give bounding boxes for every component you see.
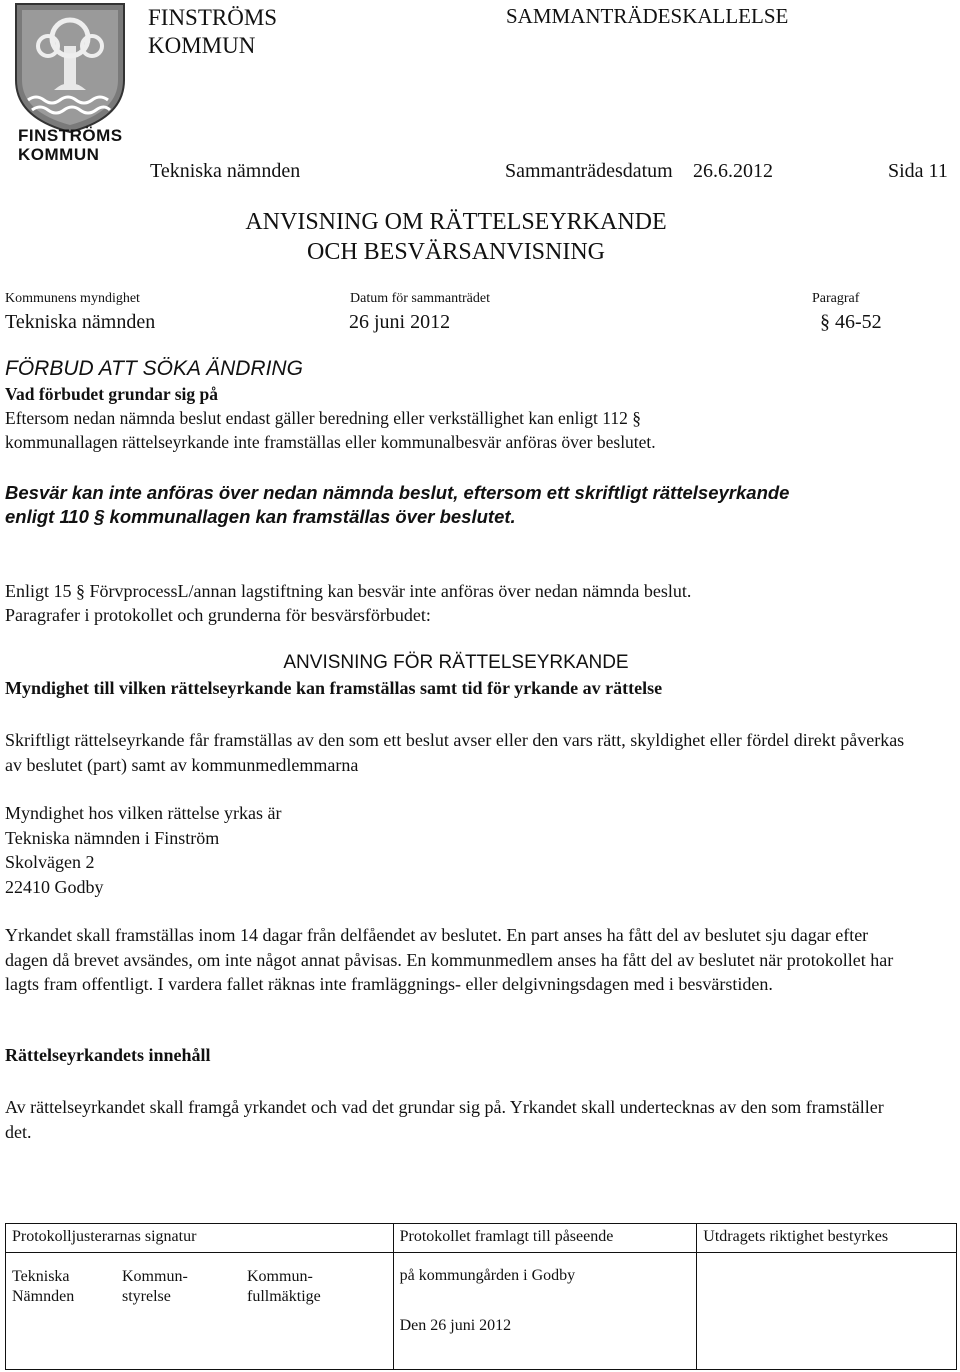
document-title-line2: OCH BESVÄRSANVISNING [306, 239, 606, 265]
signatory-board [122, 1267, 188, 1307]
prohibition-text-line1-content: Eftersom nedan nämnda beslut endast gäller beredning eller verkställighet kan enligt 112 [5, 408, 628, 428]
posted-header: Protokollet framlagt till påseende [393, 1224, 697, 1253]
enligt-line [5, 581, 691, 602]
signatory-council-line2: fullmäktige [247, 1288, 321, 1305]
paragrafer-line: Paragrafer i protokollet och grunderna för besvärsförbudet: [5, 605, 431, 625]
posted-date: Den 26 juni 2012 [399, 1317, 512, 1334]
signature-cell [6, 1253, 394, 1370]
signatory-council-line1: Kommun- [247, 1268, 313, 1285]
rectification-heading: ANVISNING FÖR RÄTTELSEYRKANDE [283, 652, 629, 673]
rectification-subheading: Myndighet till vilken rättelseyrkande kan framställas samt tid för yrkande av rättelse [5, 678, 663, 698]
document-type: SAMMANTRÄDESKALLELSE [506, 4, 789, 28]
authority-label: Kommunens myndighet [5, 291, 140, 306]
enligt-start: Enligt 15 [5, 581, 72, 601]
section-sign-icon: § [94, 506, 105, 527]
address-intro: Myndighet hos vilken rättelse yrkas är [5, 803, 282, 823]
meeting-date-value: 26 juni 2012 [349, 311, 451, 333]
appeal-bold-line1: Besvär kan inte anföras över nedan nämnda beslut, eftersom ett skriftligt rättelseyrkande [5, 482, 790, 503]
address-street: Skolvägen 2 [5, 852, 95, 872]
rectification-paragraph-3: Av rättelseyrkandet skall framgå yrkandet och vad det grundar sig på. Yrkandet skall undertecknas av den som framställer det. [5, 1097, 884, 1142]
signatory-technical [12, 1267, 74, 1307]
paragraph-label: Paragraf [812, 291, 860, 306]
meeting-date-label: Datum för sammanträdet [350, 291, 490, 306]
content-heading: Rättelseyrkandets innehåll [5, 1045, 211, 1065]
paragraph-value [820, 311, 882, 334]
signatory-technical-line1: Tekniska [12, 1268, 70, 1285]
appeal-bold-line2 [5, 506, 516, 528]
page-number: Sida 11 [888, 160, 948, 182]
prohibition-subheading: Vad förbudet grundar sig på [5, 384, 218, 404]
prohibition-text-line2: kommunallagen rättelseyrkande inte framställas eller kommunalbesvär anföras över beslutet. [5, 432, 656, 452]
appeal-bold-line2-end: kommunallagen kan framställas över beslutet. [109, 506, 516, 527]
rectification-paragraph-2: Yrkandet skall framställas inom 14 dagar från delfåendet av beslutet. En part anses ha fått del av beslutet sju dagar efter dagen då brevet avsändes, om inte något annat påvisas. En kommunmedlem anses ha fått del av beslutet när protokollet har lagts fram offentligt. I vardera fallet räknas inte framläggnings- eller delgivningsdagen med i besvärstiden. [5, 925, 894, 994]
enligt-end: FörvprocessL/annan lagstiftning kan besvär inte anföras över nedan nämnda beslut. [89, 581, 692, 601]
certified-cell [697, 1253, 957, 1370]
signatory-technical-line2: Nämnden [12, 1288, 75, 1305]
municipality-name [148, 4, 277, 60]
prohibition-text-line1 [5, 408, 641, 429]
authority-address [5, 801, 605, 899]
signature-header: Protokolljusterarnas signatur [6, 1224, 394, 1253]
signatory-board-line1: Kommun- [122, 1268, 188, 1285]
signature-table-header [6, 1224, 957, 1253]
posted-cell [393, 1253, 697, 1370]
address-name: Tekniska nämnden i Finström [5, 827, 220, 848]
header-body: Tekniska nämnden [150, 160, 301, 182]
authority-value: Tekniska nämnden [5, 311, 156, 333]
logo-text-line1: FINSTRÖMS [18, 126, 123, 145]
rectification-paragraph-1: Skriftligt rättelseyrkande får framställas av den som ett beslut avser eller den vars rätt, skyldighet eller fördel direkt påverkas av beslutet (part) samt av kommunmedlemmarna [5, 730, 905, 775]
header-date-label: Sammanträdesdatum [505, 160, 673, 182]
certified-header: Utdragets riktighet bestyrkes [697, 1224, 957, 1253]
document-title-line1: ANVISNING OM RÄTTELSEYRKANDE [245, 209, 667, 235]
municipality-line2: KOMMUN [148, 33, 256, 58]
signature-table-body [6, 1253, 957, 1370]
paragraph-range: 46-52 [835, 311, 882, 333]
signatory-board-line2: styrelse [122, 1288, 171, 1305]
prohibition-heading: FÖRBUD ATT SÖKA ÄNDRING [5, 357, 303, 380]
posted-location: på kommungården i Godby [399, 1267, 576, 1284]
appeal-bold-line2-start: enligt 110 [5, 506, 89, 527]
logo-text-line2: KOMMUN [18, 145, 100, 164]
header-date-value: 26.6.2012 [693, 160, 773, 182]
signatory-council [247, 1267, 321, 1307]
municipality-line1: FINSTRÖMS [148, 5, 278, 30]
signature-table [5, 1223, 957, 1370]
section-sign-icon: § [76, 581, 85, 601]
logo-wordmark [18, 126, 123, 164]
section-sign-icon: § [632, 408, 641, 428]
address-postal: 22410 Godby [5, 876, 104, 897]
section-sign-icon: § [820, 311, 830, 333]
